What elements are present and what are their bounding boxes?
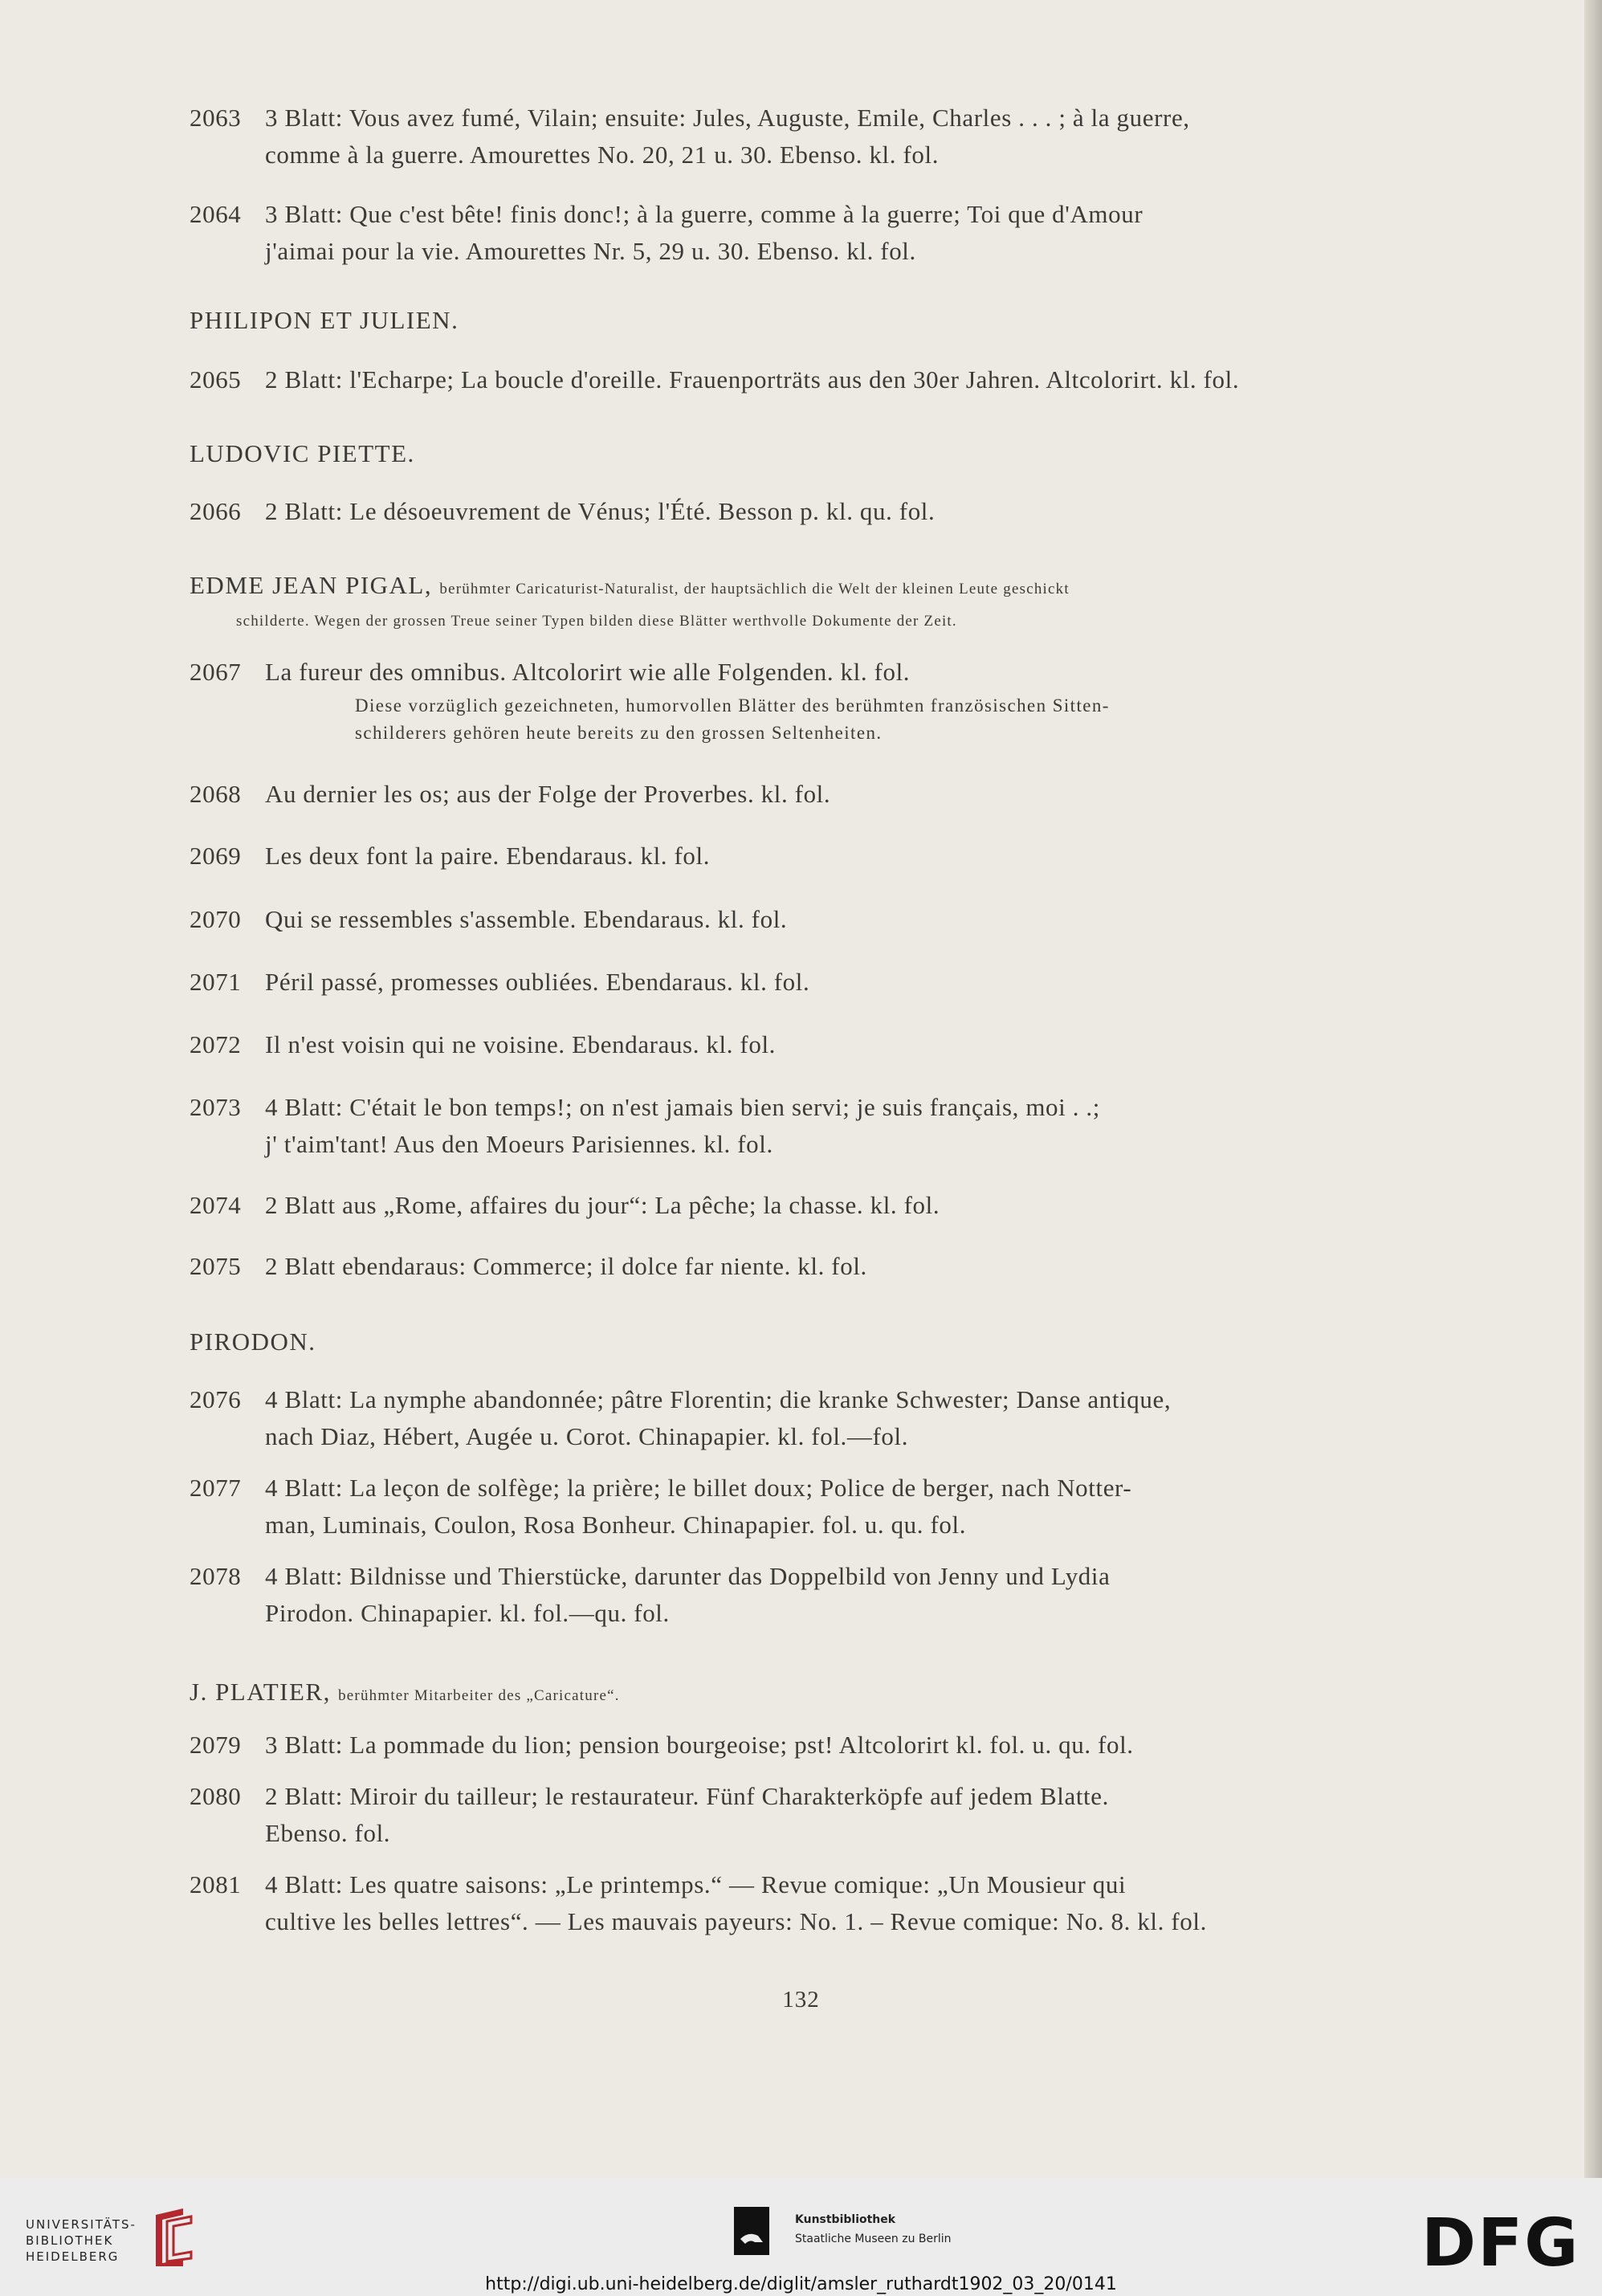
entry-text: 2 Blatt: Miroir du tailleur; le restaurateur. Fünf Charakterköpfe auf jedem Blatte. xyxy=(265,1782,1109,1810)
entry-number: 2074 xyxy=(190,1191,242,1219)
footer-bar xyxy=(0,2178,1602,2296)
dfg-logo[interactable]: DFG xyxy=(1421,2205,1580,2282)
artist-description-cont: schilderte. Wegen der grossen Treue seiner Typen bilden diese Blätter werthvolle Dokumente der Zeit. xyxy=(236,613,957,630)
kb-title: Kunstbibliothek xyxy=(795,2213,896,2226)
entry-text-cont: j' t'aim'tant! Aus den Moeurs Parisiennes. kl. fol. xyxy=(265,1130,773,1158)
entry-2077 xyxy=(190,1470,1474,1544)
heading-piette: LUDOVIC PIETTE. xyxy=(190,439,415,467)
entry-2070 xyxy=(190,901,1474,938)
entry-text: 4 Blatt: C'était le bon temps!; on n'est jamais bien servi; je suis français, moi . .; xyxy=(265,1093,1100,1121)
entry-text-cont: comme à la guerre. Amourettes No. 20, 21 u. 30. Ebenso. kl. fol. xyxy=(265,141,940,169)
entry-text: 4 Blatt: Les quatre saisons: „Le printemps.“ — Revue comique: „Un Mousieur qui xyxy=(265,1870,1127,1898)
entry-number: 2069 xyxy=(190,842,242,870)
entry-text-cont: nach Diaz, Hébert, Augée u. Corot. Chinapapier. kl. fol.—fol. xyxy=(265,1422,909,1450)
entry-number: 2063 xyxy=(190,104,242,132)
entry-text: Péril passé, promesses oubliées. Ebendaraus. kl. fol. xyxy=(265,968,810,996)
entry-2063 xyxy=(190,100,1474,173)
entry-text: La fureur des omnibus. Altcolorirt wie alle Folgenden. kl. fol. xyxy=(265,658,911,686)
entry-text: 4 Blatt: Bildnisse und Thierstücke, darunter das Doppelbild von Jenny und Lydia xyxy=(265,1562,1111,1590)
entry-number: 2080 xyxy=(190,1782,242,1810)
entry-number: 2078 xyxy=(190,1562,242,1590)
note-text-cont: schilderers gehören heute bereits zu den grossen Seltenheiten. xyxy=(355,723,883,743)
entry-2074 xyxy=(190,1187,1474,1224)
entry-number: 2068 xyxy=(190,780,242,808)
entry-2065 xyxy=(190,361,1474,398)
entry-2075 xyxy=(190,1248,1474,1285)
artist-description: berühmter Mitarbeiter des „Caricature“. xyxy=(338,1687,620,1704)
kunstbibliothek-text[interactable] xyxy=(795,2210,952,2249)
artist-description: berühmter Caricaturist-Naturalist, der hauptsächlich die Welt der kleinen Leute geschickt xyxy=(439,581,1070,597)
entry-2069 xyxy=(190,838,1474,875)
entry-number: 2076 xyxy=(190,1385,242,1413)
heading-philipon: PHILIPON ET JULIEN. xyxy=(190,306,459,334)
entry-text: 2 Blatt: l'Echarpe; La boucle d'oreille. Frauenporträts aus den 30er Jahren. Altcolorirt. kl. fol. xyxy=(265,365,1240,394)
entry-text-cont: man, Luminais, Coulon, Rosa Bonheur. Chinapapier. fol. u. qu. fol. xyxy=(265,1511,967,1539)
entry-text: 2 Blatt aus „Rome, affaires du jour“: La pêche; la chasse. kl. fol. xyxy=(265,1191,940,1219)
entry-number: 2079 xyxy=(190,1731,242,1759)
entry-text-cont: Pirodon. Chinapapier. kl. fol.—qu. fol. xyxy=(265,1599,670,1627)
entry-2081 xyxy=(190,1866,1474,1940)
entry-text: 2 Blatt: Le désoeuvrement de Vénus; l'Été. Besson p. kl. qu. fol. xyxy=(265,497,936,525)
entry-number: 2071 xyxy=(190,968,242,996)
entry-2078 xyxy=(190,1558,1474,1632)
entry-text: 3 Blatt: La pommade du lion; pension bourgeoise; pst! Altcolorirt kl. fol. u. qu. fol. xyxy=(265,1731,1134,1759)
entry-text-cont: Ebenso. fol. xyxy=(265,1819,391,1847)
university-emblem-icon[interactable] xyxy=(151,2207,196,2268)
entry-number: 2070 xyxy=(190,905,242,933)
entry-text: 4 Blatt: La leçon de solfège; la prière; le billet doux; Police de berger, nach Notter- xyxy=(265,1474,1132,1502)
entry-2067 xyxy=(190,654,1474,691)
entry-text: 2 Blatt ebendaraus: Commerce; il dolce far niente. kl. fol. xyxy=(265,1252,867,1280)
entry-number: 2073 xyxy=(190,1093,242,1121)
entry-2076 xyxy=(190,1381,1474,1455)
entry-number: 2065 xyxy=(190,365,242,394)
entry-text: Qui se ressembles s'assemble. Ebendaraus. kl. fol. xyxy=(265,905,788,933)
entry-text: Les deux font la paire. Ebendaraus. kl. fol. xyxy=(265,842,711,870)
entry-number: 2077 xyxy=(190,1474,242,1502)
university-library-logo-text[interactable] xyxy=(26,2216,137,2265)
entry-number: 2064 xyxy=(190,200,242,228)
entry-text-cont: cultive les belles lettres“. — Les mauvais payeurs: No. 1. – Revue comique: No. 8. kl. fol. xyxy=(265,1907,1207,1935)
entry-2073 xyxy=(190,1089,1474,1163)
entry-2071 xyxy=(190,964,1474,1001)
entry-2072 xyxy=(190,1026,1474,1063)
kb-subtitle: Staatliche Museen zu Berlin xyxy=(795,2233,952,2245)
entry-2068 xyxy=(190,776,1474,813)
entry-number: 2081 xyxy=(190,1870,242,1898)
entry-number: 2072 xyxy=(190,1030,242,1058)
heading-platier xyxy=(190,1674,1474,1715)
entry-text-cont: j'aimai pour la vie. Amourettes Nr. 5, 29 u. 30. Ebenso. kl. fol. xyxy=(265,237,916,265)
entry-number: 2067 xyxy=(190,658,242,686)
entry-2066 xyxy=(190,493,1474,530)
heading-pigal xyxy=(190,567,1474,635)
entry-number: 2075 xyxy=(190,1252,242,1280)
entry-2079 xyxy=(190,1727,1474,1764)
uni-line-3: HEIDELBERG xyxy=(26,2249,120,2264)
source-url[interactable]: http://digi.ub.uni-heidelberg.de/diglit/amsler_ruthardt1902_03_20/0141 xyxy=(485,2274,1117,2294)
artist-name: EDME JEAN PIGAL, xyxy=(190,571,433,599)
page-number: 132 xyxy=(782,1987,820,2013)
entry-text: 3 Blatt: Que c'est bête! finis donc!; à la guerre, comme à la guerre; Toi que d'Amour xyxy=(265,200,1143,228)
entry-text: 3 Blatt: Vous avez fumé, Vilain; ensuite: Jules, Auguste, Emile, Charles . . . ; à la guerre, xyxy=(265,104,1190,132)
entry-number: 2066 xyxy=(190,497,242,525)
uni-line-1: UNIVERSITÄTS- xyxy=(26,2217,137,2232)
uni-line-2: BIBLIOTHEK xyxy=(26,2233,114,2248)
kunstbibliothek-logo-icon[interactable] xyxy=(734,2207,769,2255)
entry-text: Au dernier les os; aus der Folge der Proverbes. kl. fol. xyxy=(265,780,831,808)
note-text: Diese vorzüglich gezeichneten, humorvollen Blätter des berühmten französischen Sitten- xyxy=(355,695,1110,716)
entry-text: 4 Blatt: La nymphe abandonnée; pâtre Florentin; die kranke Schwester; Danse antique, xyxy=(265,1385,1172,1413)
entry-text: Il n'est voisin qui ne voisine. Ebendaraus. kl. fol. xyxy=(265,1030,777,1058)
page-edge-shadow xyxy=(1584,0,1602,2178)
artist-name: J. PLATIER, xyxy=(190,1678,331,1706)
heading-pirodon: PIRODON. xyxy=(190,1327,316,1356)
entry-2080 xyxy=(190,1778,1474,1852)
note-2067 xyxy=(190,692,1602,747)
entry-2064 xyxy=(190,196,1474,270)
